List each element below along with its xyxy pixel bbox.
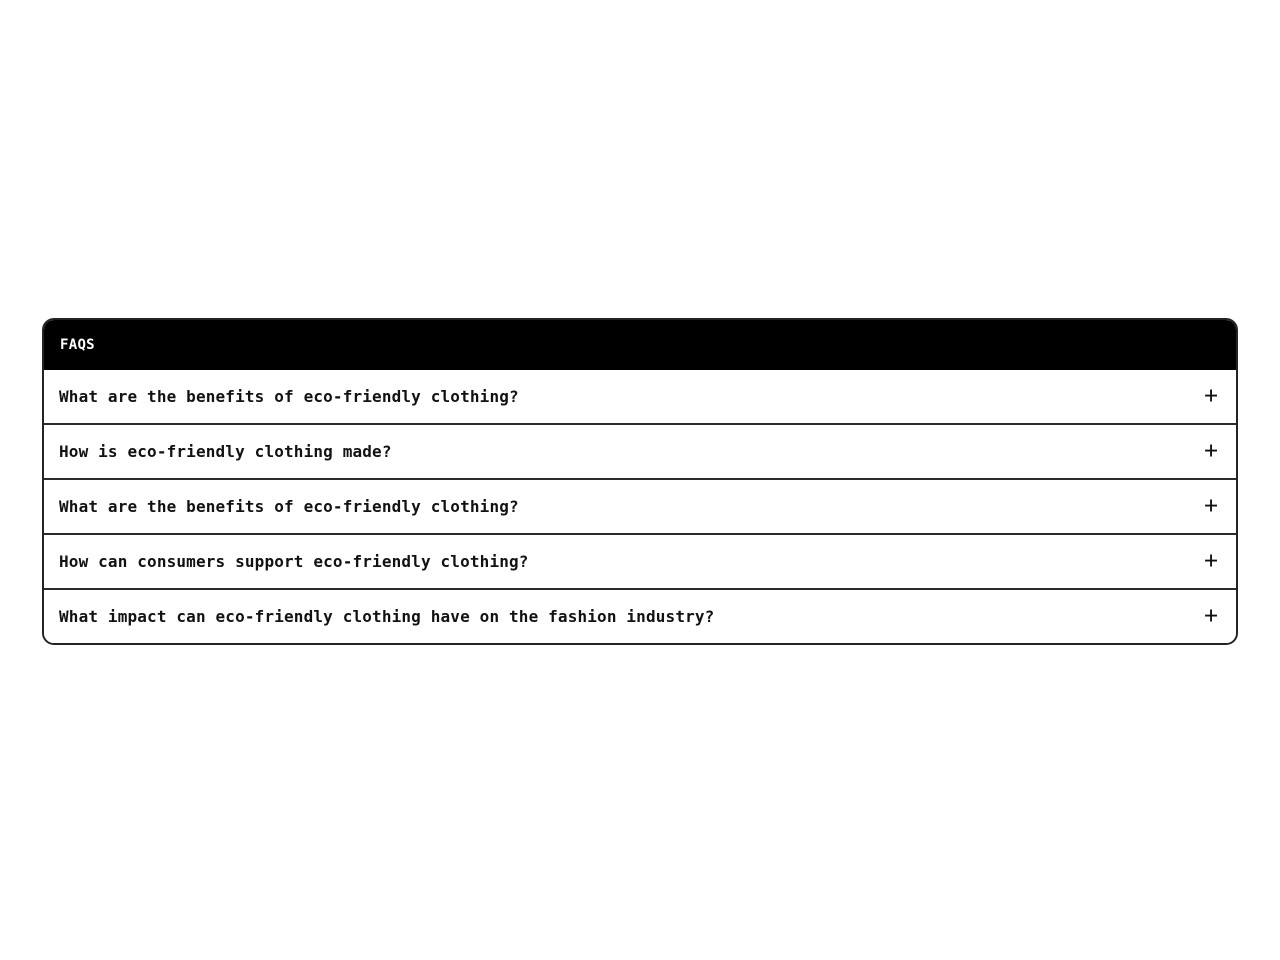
plus-icon[interactable]: + (1204, 438, 1218, 464)
faq-item[interactable] (44, 370, 1236, 425)
plus-icon[interactable]: + (1204, 383, 1218, 409)
faq-item[interactable] (44, 480, 1236, 535)
plus-icon[interactable]: + (1204, 493, 1218, 519)
faq-item[interactable] (44, 590, 1236, 643)
faq-item[interactable] (44, 425, 1236, 480)
faq-list (44, 370, 1236, 643)
faq-question-label: What impact can eco-friendly clothing have on the fashion industry? (59, 607, 715, 626)
faq-item[interactable] (44, 535, 1236, 590)
faq-header-title: FAQS (60, 337, 95, 353)
faq-question-label: How is eco-friendly clothing made? (59, 442, 392, 461)
plus-icon[interactable]: + (1204, 548, 1218, 574)
faq-question-label: How can consumers support eco-friendly clothing? (59, 552, 529, 571)
faq-question-label: What are the benefits of eco-friendly clothing? (59, 497, 519, 516)
faq-header (44, 320, 1236, 370)
faq-question-label: What are the benefits of eco-friendly clothing? (59, 387, 519, 406)
plus-icon[interactable]: + (1204, 603, 1218, 629)
faq-accordion (42, 318, 1238, 645)
